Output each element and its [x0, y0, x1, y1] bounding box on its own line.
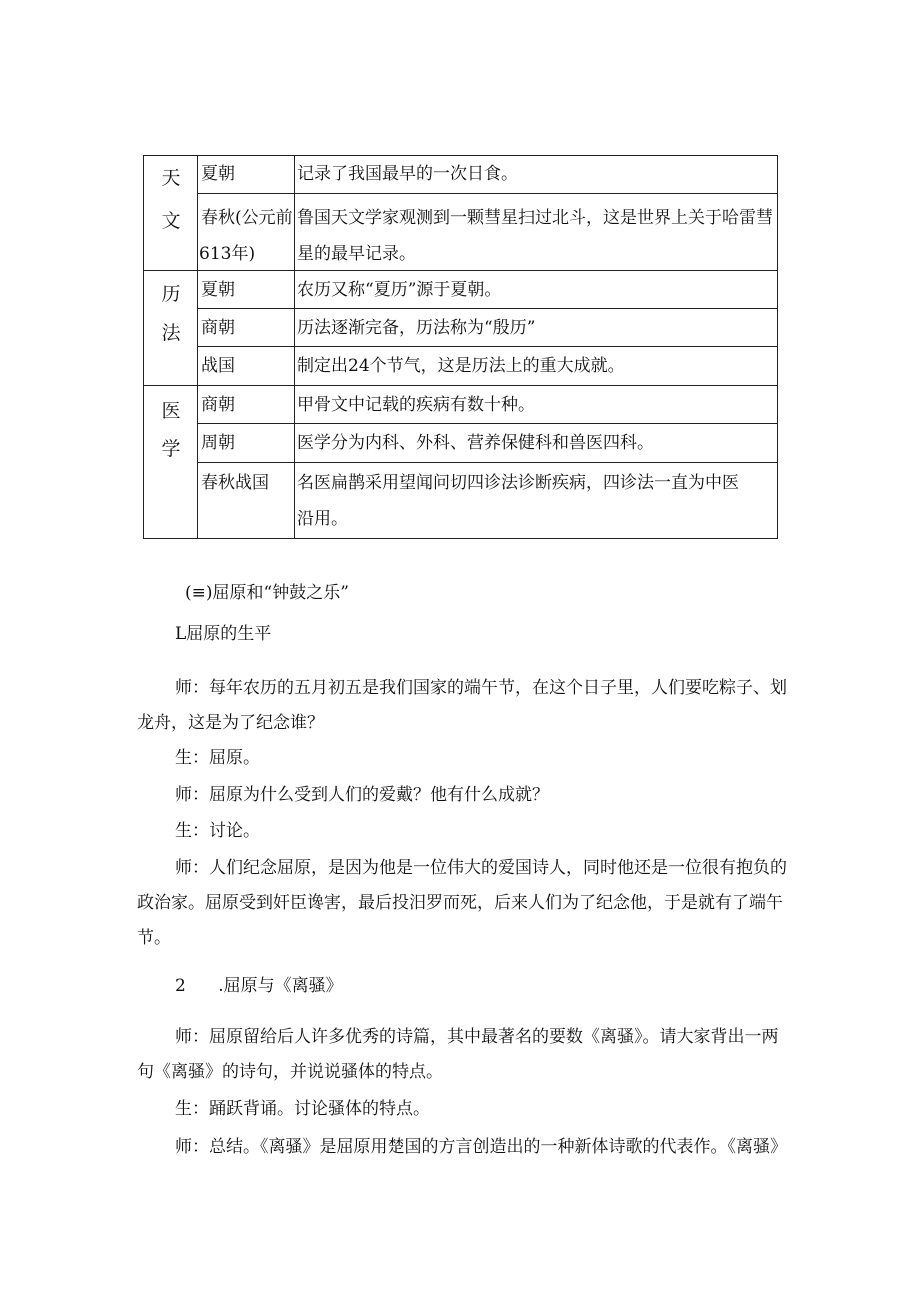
period-cell: 周朝 [201, 433, 235, 453]
dialogue-paragraph [137, 671, 787, 741]
table-rule [294, 155, 295, 539]
content-cell-line: 鲁国天文学家观测到一颗彗星扫过北斗，这是世界上关于哈雷彗 [297, 208, 773, 228]
period-cell: 战国 [201, 356, 235, 376]
section-title: (≡)屈原和“钟鼓之乐” [185, 583, 349, 603]
category-char: 法 [161, 322, 181, 344]
dialogue-paragraph [137, 814, 787, 849]
subsection-title: 2 .屈原与《离骚》 [175, 976, 343, 996]
table-border-right [777, 155, 778, 539]
period-cell: 春秋战国 [201, 473, 269, 493]
content-cell: 制定出24个节气，这是历法上的重大成就。 [297, 356, 625, 376]
dialogue-paragraph [137, 1020, 787, 1090]
dialogue-text: 生：屈原。 [175, 748, 260, 768]
subsection-title: L屈原的生平 [175, 624, 272, 644]
dialogue-paragraph [137, 1092, 787, 1127]
dialogue-paragraph [137, 741, 787, 776]
dialogue-text: 师：每年农历的五月初五是我们国家的端午节，在这个日子里，人们要吃粽子、划龙舟，这是为了纪念谁？ [137, 678, 787, 733]
content-cell-line: 沿用。 [297, 509, 348, 529]
period-cell: 夏朝 [201, 164, 235, 184]
period-cell-line: 613年) [199, 244, 256, 264]
dialogue-text: 师：屈原为什么受到人们的爱戴？他有什么成就？ [175, 785, 549, 805]
category-char: 文 [161, 210, 181, 232]
category-char: 天 [161, 167, 181, 189]
table-rule [197, 193, 778, 194]
dialogue-text: 师：屈原留给后人许多优秀的诗篇，其中最著名的要数《离骚》。请大家背出一两句《离骚》的诗句，并说说骚体的特点。 [137, 1027, 779, 1082]
content-cell: 历法逐渐完备，历法称为“殷历” [297, 318, 536, 338]
dialogue-paragraph [137, 778, 787, 813]
content-cell: 甲骨文中记载的疾病有数十种。 [297, 395, 535, 415]
period-cell: 商朝 [201, 318, 235, 338]
period-cell: 商朝 [201, 395, 235, 415]
content-cell: 记录了我国最早的一次日食。 [297, 164, 518, 184]
period-cell-line: 春秋(公元前 [201, 208, 293, 228]
achievements-table [143, 155, 778, 539]
category-char: 历 [161, 283, 181, 305]
category-char: 医 [161, 400, 181, 422]
content-cell-line: 星的最早记录。 [297, 244, 416, 264]
content-cell: 农历又称“夏历”源于夏朝。 [297, 280, 502, 300]
dialogue-text: 生：踊跃背诵。讨论骚体的特点。 [175, 1099, 430, 1119]
content-cell: 医学分为内科、外科、营养保健科和兽医四科。 [297, 433, 654, 453]
table-border-bottom [143, 538, 778, 539]
dialogue-paragraph [137, 851, 787, 956]
content-cell-line: 名医扁鹊采用望闻问切四诊法诊断疾病，四诊法一直为中医 [297, 473, 739, 493]
dialogue-paragraph [137, 1130, 787, 1165]
dialogue-text: 生：讨论。 [175, 821, 260, 841]
dialogue-text: 师：总结。《离骚》是屈原用楚国的方言创造出的一种新体诗歌的代表作。《离骚》 [175, 1137, 787, 1157]
table-rule [197, 462, 778, 463]
period-cell: 夏朝 [201, 280, 235, 300]
category-char: 学 [161, 438, 181, 460]
dialogue-text: 师：人们纪念屈原，是因为他是一位伟大的爱国诗人，同时他还是一位很有抱负的政治家。屈原受到奸臣谗害，最后投汨罗而死，后来人们为了纪念他，于是就有了端午节。 [137, 858, 787, 948]
